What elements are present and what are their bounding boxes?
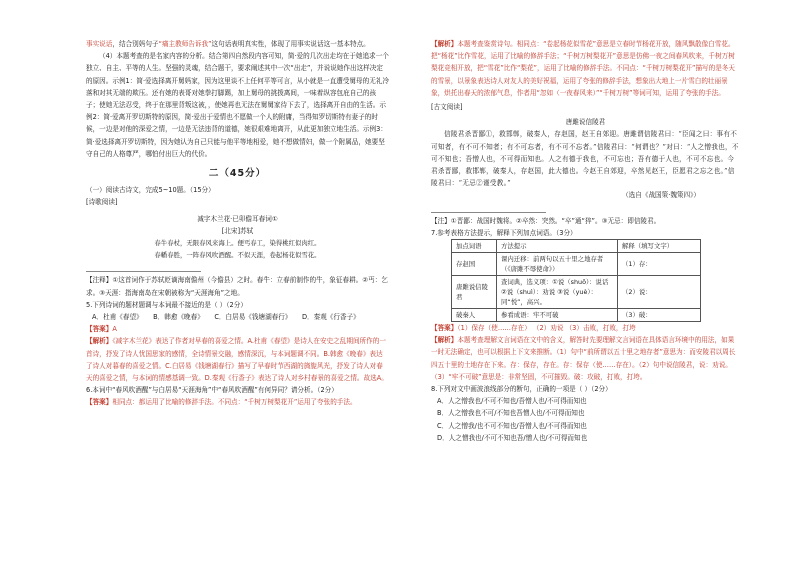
option-b: B．韩愈《晚春》 (153, 313, 204, 322)
section-title: 二（45分） (208, 168, 267, 180)
option-c: C．人之憎我/也不可不知也/吾憎人也/不可得而知也 (437, 421, 587, 430)
answer-text: A (112, 325, 117, 334)
explanation-text: 本题考查鉴赏诗句。相同点：“卷起杨花似雪花”意思是立春时节杨花开放，随风飘散像白雪花。把“杨花”比作雪花，运用了比喻的修辞手法；“千树万树梨花开”意思是仿佛一夜之间春风吹来，千树万树梨花竞相开放，把“雪花”比作“梨花”，运用了比喻的修辞手法。不同点：“千树万树梨花开”描写的是冬天的雪景，以景象表达诗人对友人的美好祝福，运用了夸张的修辞手法，想象出大地上一片雪白的壮丽景象，烘托出春天的浓郁气息，作者用“忽如（一夜春风来）”“千树万树”等词可知，运用了夸张的手法。 (431, 40, 736, 97)
question-5-options (86, 311, 389, 323)
poem-line: 春牛春杖，无限春风来海上。便丐春工，染得桃红似肉红。 (154, 239, 321, 248)
table-row (452, 309, 701, 322)
highlight-text: 事实说话 (86, 40, 113, 48)
table-cell-word: 存赵国 (452, 253, 497, 276)
table-cell-answer: （2）说： (618, 276, 701, 309)
classical-notes: 【注】①晋鄙：战国时魏将。②卒然：突然。“卒”通“猝”。③无忌：即信陵君。 (431, 216, 661, 225)
answer-text: （1）保存（使……存在） （2）劝说 （3）击败，打败，打垮 (457, 324, 636, 333)
table-header: 方法提示 (497, 240, 618, 253)
table-row (452, 276, 701, 309)
table-cell-answer: （3）破： (618, 309, 701, 322)
explanation-label: 【解析】 (431, 336, 458, 345)
table-cell-method: 查词典，选义项：①说（shuō）：说话 ②说（shuì）：劝说 ③说（yuè）：同“悦”，高兴。 (497, 276, 618, 309)
explanation-5 (86, 335, 389, 384)
question-6: 6.本词中“春风吹酒醒”与白居易“天涯海角”中“春风吹酒醒”有何异同？请分析。（2分） (86, 386, 338, 395)
option-a: A．人之憎我也/不可不知也/吾憎人也/不可得而知也 (437, 397, 587, 406)
option-c: C．白居易《钱塘湖春行》 (214, 313, 292, 322)
answer-label: 【答案】 (431, 324, 458, 333)
divider (86, 271, 201, 272)
subsection-tag: [诗歌阅读] (86, 198, 118, 207)
table-cell-answer: （1）存： (618, 253, 701, 276)
left-para-1 (86, 38, 389, 50)
highlight-text: “痛主教师告诉我” (158, 40, 212, 48)
subsection-heading: （一）阅读古诗文，完成5~10题。（15分） (86, 186, 215, 195)
table-cell-word: 破秦人 (452, 309, 497, 322)
poem-title: 减字木兰花·已卯儋耳春词① (197, 214, 278, 223)
table-row (452, 253, 701, 276)
table-cell-word: 唐雎说信陵君 (452, 276, 497, 309)
table-header: 加点词语 (452, 240, 497, 253)
poem-line: 春幡春胜，一阵春风吹酒醒。不似天涯，卷起杨花似雪花。 (154, 251, 321, 260)
answer-7 (431, 322, 740, 334)
option-d: D．秦观《行香子》 (301, 313, 360, 322)
left-para-2: （4）本题考查的是名家内容的分析。结合第四自然段内容可知，简·爱的几次出走均在于她追求一个独立、自主、平等的人生。坚强的灵魂，结合题干，要求阐述其中一次“出走”，并说说她作出这样决定的原因。示例1：简·爱选择离开舅妈家，因为这里谈不上任何平等可言，从小就是一直遭受舅母的无礼冷落和对其无端的欺压。还有她的表哥对她拳打脚踢，加上舅母的挑拨离间，一味着纵容包庇自己的孩子；使她无法忍受，终于在那里背叛这被，，使她再也无法在舅舅家待下去了，选择离开自由的生活。示例2：简·爱离开罗切斯特的原因，简·爱出于爱情也不愿做一个人的附庸，当得知罗切斯特有妻子的时候，一边是对他的深爱之情，一边是无法违背的道德，她很艰难地离开，从此更加独立地生活。示例3：简·爱选择离开罗切斯特，因为她认为自己只能与他平等地相爱，她不想做情妇，做一个附属品，她要坚守自己的人格尊严，哪怕付出巨大的代价。 (86, 52, 390, 158)
divider (431, 212, 546, 213)
classical-title: 唐雎说信陵君 (565, 118, 606, 127)
classical-text: 信陵君杀晋鄙①，救邯郸，破秦人，存赵国，赵王自郊迎。唐雎谓信陵君曰：“臣闻之曰：事有不可知者，有不可不知者；有不可忘者，有不可不忘者。”信陵君曰：“何谓也？”对曰：“人之憎我也，不可不知也；吾憎人也，不可得而知也。人之有德于我也，不可忘也；吾有德于人也，不可不忘也。今君杀晋鄙，救邯郸，破秦人，存赵国，此大德也。今赵王自郊迎，卒然见赵王，臣愿君之忘之也。”信陵君曰：“无忌②谨受教。” (431, 130, 739, 188)
answer-label: 【答案】 (86, 398, 113, 407)
answer-6 (86, 396, 389, 408)
explanation-7 (431, 334, 740, 383)
question-8: 8.下列对文中画波浪线部分的断句，正确的一项是（ ）（2分） (431, 385, 612, 394)
poem-author: [北宋]苏轼 (221, 226, 254, 235)
table-cell-method: 参看成语：牢不可破 (497, 309, 618, 322)
table-header-row (452, 240, 701, 253)
poem-note: 【注释】①这首词作于苏轼贬谪海南儋州（今儋县）之时。春牛：立春前制作的牛，象征春耕。②丐：乞求。③天涯：指海南岛在宋朝被称为“天涯海角”之地。 (86, 276, 388, 297)
question-7-table (451, 239, 701, 322)
question-7: 7.参考表格方法提示，解释下列加点词语。（3分） (431, 228, 577, 237)
option-d: D．人之憎我也/不可不知也吾/憎人也/不可得而知也 (437, 433, 588, 442)
explanation-text: 《减字木兰花》表达了作者对早春的喜爱之情。A.杜甫《春望》是诗人在安史之乱期间所作的一首诗，抒发了诗人忧国思家的感情，全诗情景交融，感情深沉，与本词题调不同。B.韩愈《晚春》表达了诗人对暮春的喜爱之情。C.白居易《钱塘湖春行》描写了早春时节西湖的旖旎风光，抒发了诗人对春天的喜爱之情，与本词的情感基调一致。D.秦观《行香子》表达了诗人对乡村春景的喜爱之情。故选A。 (86, 337, 388, 383)
explanation-6 (431, 38, 740, 99)
answer-5 (86, 323, 389, 335)
left-column (86, 38, 389, 409)
question-5: 5.下列诗词的题材题调与本词最不接近的是（ ）（2分） (86, 300, 247, 309)
classical-tag: [古文阅读] (431, 103, 463, 112)
explanation-label: 【解析】 (431, 40, 458, 48)
explanation-text: 本题考查理解文言词语在文中的含义，解答时先要理解文言词语在具体语言环境中的用法，如果一时无法确定，也可以根据上下文来推断。（1）句中“前所谓以五十里之地存者”意思为：而安陵君以周长四五十里的土地存在下来。存：保存，存在。存：保存（使……存在）。（2）句中说信陵君，说：劝说。（3）“牢不可破”意思是：非常坚固，不可摧毁。破：攻破，打败，打垮。 (431, 336, 736, 381)
table-cell-method: 课内迁移：前两句以五十里之地存者（《唐雎不辱使命》） (497, 253, 618, 276)
option-a: A．杜甫《春望》 (92, 313, 143, 322)
answer-label: 【答案】 (86, 325, 113, 334)
text-run: 这句话表明真实性，体现了用事实说话这一基本特点。 (211, 40, 370, 48)
table-header: 解释（填写文字） (618, 240, 701, 253)
right-column (431, 38, 740, 444)
option-b: B．人之憎我也不可/不知也吾憎人也/不可得而知也 (437, 409, 585, 418)
answer-text: 相同点：都运用了比喻的修辞手法。不同点：“千树万树梨花开”运用了夸张的手法。 (112, 398, 357, 407)
classical-source: （选自《战国策·魏策四》） (622, 191, 700, 200)
explanation-label: 【解析】 (86, 337, 113, 346)
text-run: ，结合别妈句子 (112, 40, 159, 48)
